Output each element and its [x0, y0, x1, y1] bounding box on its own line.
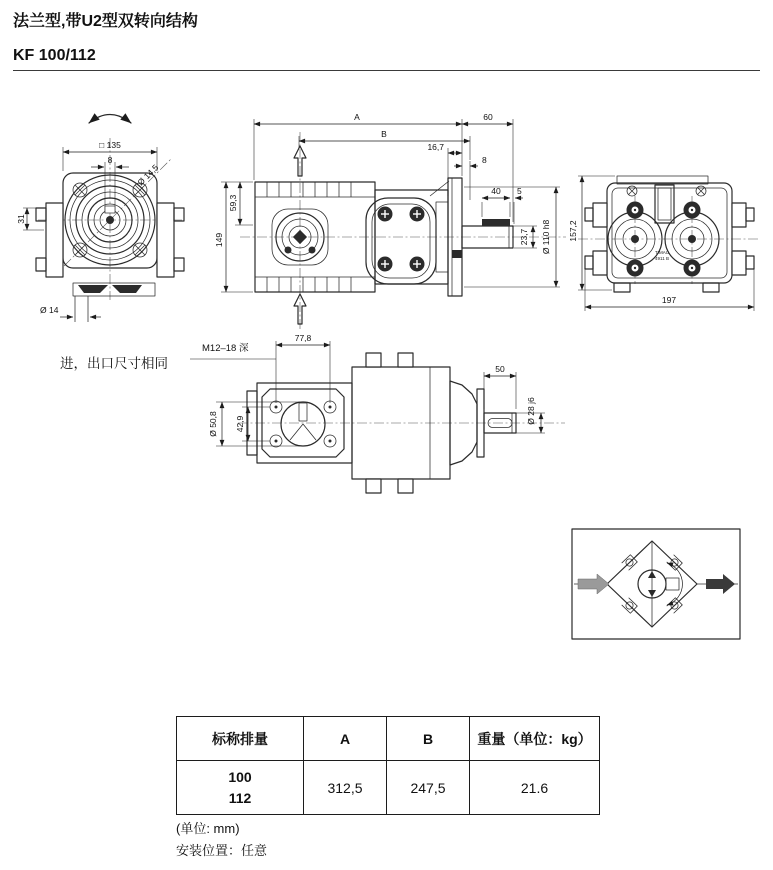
front-view: [16, 115, 184, 323]
dim-keyway-width: 8: [107, 155, 113, 165]
rear-view: [568, 176, 760, 311]
mounting-note: 安装位置：任意: [176, 843, 268, 858]
mount-tabs: [366, 353, 413, 493]
col-header-weight: 重量（单位：kg）: [470, 717, 600, 761]
dim-16-7: 16,7: [427, 142, 444, 152]
dim-23-7: 23,7: [519, 228, 529, 246]
col-header-A: A: [304, 717, 387, 761]
displacement-100: 100: [228, 769, 252, 786]
dim-bolt-hole: Ø 14,5: [135, 162, 161, 188]
rotation-direction-arrow: [89, 115, 131, 124]
casting-stamp-line2: 4911 B: [655, 256, 669, 261]
rear-side-ports: [585, 203, 754, 292]
cover-bolts: [378, 207, 425, 272]
port-size-note: 进，出口尺寸相同: [60, 356, 168, 371]
table-row: [177, 761, 600, 815]
dim-flange-square: □ 135: [99, 140, 121, 150]
outlet-arrow-icon: [706, 574, 735, 594]
col-header-displacement: 标称排量: [177, 717, 304, 761]
cell-A: 312,5: [304, 761, 387, 815]
dim-50: 50: [495, 364, 505, 374]
dim-shaft-diameter: Ø 28 j6: [526, 397, 536, 425]
dim-42-9: 42,9: [235, 415, 245, 433]
flow-schematic: [572, 529, 740, 639]
dim-pin-diameter: Ø 14: [40, 305, 59, 315]
dim-149: 149: [214, 232, 224, 248]
table-header-row: [177, 717, 600, 761]
top-bolt-holes: [627, 186, 706, 196]
cell-displacement: [177, 761, 304, 815]
dim-59-3: 59,3: [228, 194, 238, 212]
bottom-view: [190, 333, 565, 493]
model-number: KF 100/112: [13, 47, 96, 64]
dim-B: B: [381, 129, 387, 139]
dim-pilot-diameter: Ø 110 h8: [541, 219, 551, 255]
unit-note: (单位: mm): [176, 821, 240, 836]
dim-port-offset: 31: [16, 214, 26, 224]
dim-197: 197: [661, 295, 677, 305]
cell-B: 247,5: [387, 761, 470, 815]
displacement-112: 112: [228, 789, 252, 806]
casting-stamp-line1: TIMAU: [655, 250, 669, 255]
inlet-arrow-icon: [578, 574, 609, 594]
dim-A: A: [354, 112, 360, 122]
side-view: [214, 112, 566, 330]
col-header-B: B: [387, 717, 470, 761]
dimension-table: [176, 716, 600, 815]
dim-40: 40: [491, 186, 501, 196]
dim-157-2: 157,2: [568, 220, 578, 242]
dim-60: 60: [483, 112, 493, 122]
cell-weight: 21.6: [470, 761, 600, 815]
dim-port-bore: Ø 50,8: [208, 411, 218, 437]
thread-callout: M12–18 深: [202, 343, 249, 354]
dim-8: 8: [482, 155, 487, 165]
dim-5: 5: [517, 186, 522, 196]
dim-77-8: 77,8: [294, 333, 312, 343]
page-title: 法兰型,带U2型双转向结构: [13, 13, 198, 30]
